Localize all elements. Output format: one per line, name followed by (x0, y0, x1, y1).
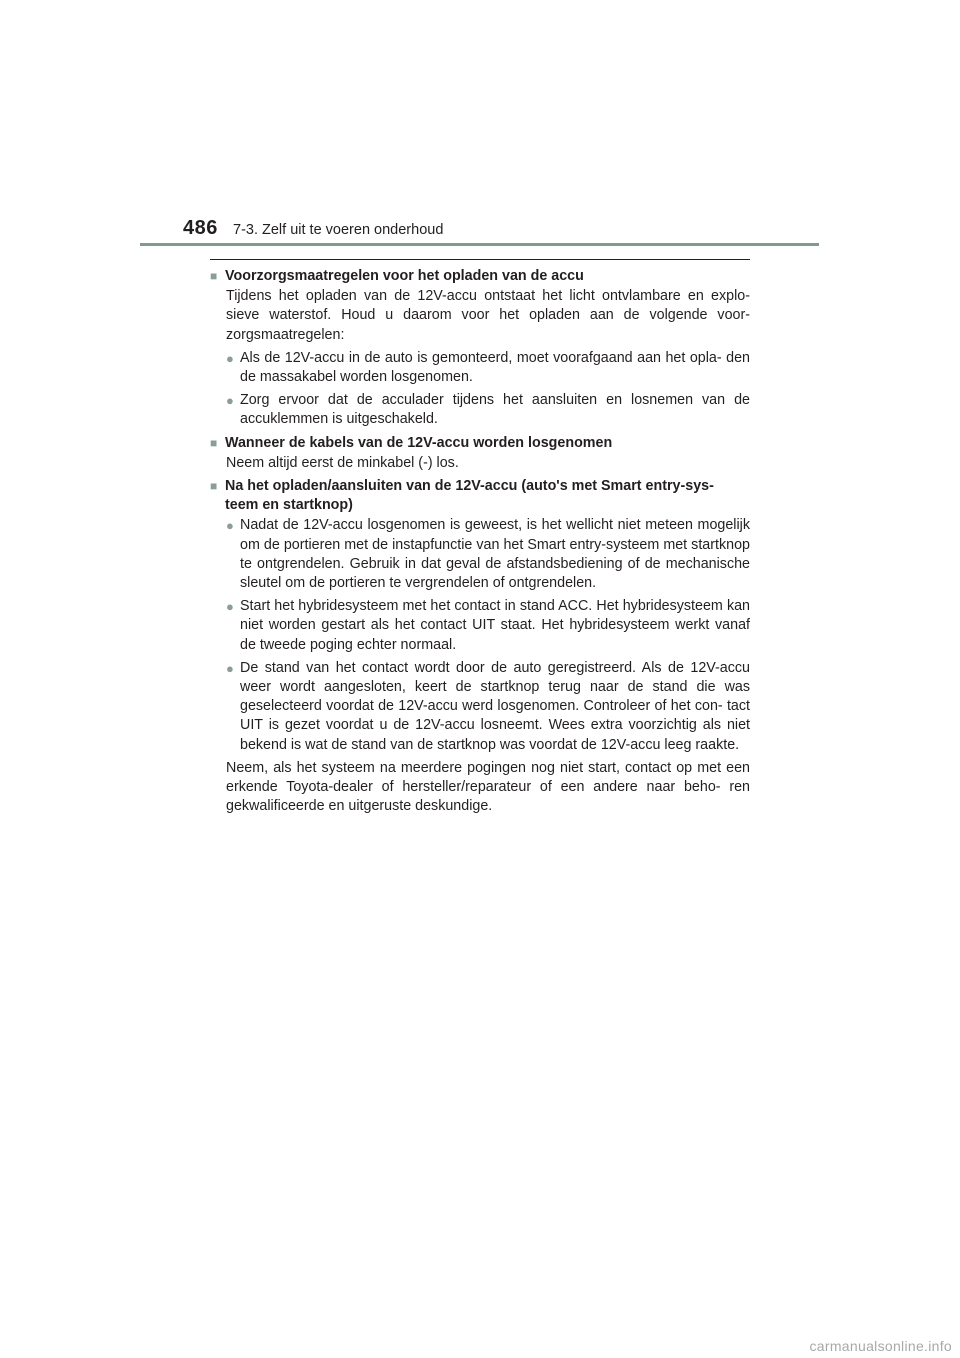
section-title: 7-3. Zelf uit te voeren onderhoud (233, 222, 444, 238)
heading-text: Na het opladen/aansluiten van de 12V-accu (auto's met Smart entry-sys- teem en startknop) (225, 478, 714, 514)
list-item (210, 349, 750, 387)
square-bullet-icon: ■ (210, 269, 218, 283)
paragraph: Neem altijd eerst de minkabel (-) los. (226, 454, 459, 471)
list-item-text: Zorg ervoor dat de acculader tijdens het aansluiten en losnemen van de accuklemmen is uitgeschakeld. (240, 392, 750, 428)
list-item (210, 597, 750, 655)
list-item-text: Als de 12V-accu in de auto is gemonteerd, moet voorafgaand aan het opla- den de massakabel worden losgenomen. (240, 349, 750, 386)
closing-paragraph: Neem, als het systeem na meerdere pogingen nog niet start, contact op met een erkende Toyota-dealer of hersteller/reparateur of een andere naar beho- ren gekwalificeerde en uitgeruste deskundige. (226, 759, 750, 815)
heading-text: Voorzorgsmaatregelen voor het opladen van de accu (225, 268, 584, 284)
page-number: 486 (183, 217, 218, 239)
dot-bullet-icon: ● (226, 660, 234, 676)
dot-bullet-icon: ● (226, 518, 234, 534)
list-item (210, 516, 750, 593)
list-item-text: De stand van het contact wordt door de auto geregistreerd. Als de 12V-accu weer wordt aangesloten, keert de startknop terug naar de stand die was geselecteerd voordat de 12V-accu werd losgenomen. Controleer of het con- tact UIT is gezet voordat u de 12V-accu losneemt. Wees extra voorzichtig als niet bekend is wat de stand van de startknop was voordat de 12V-accu leeg raakte. (240, 659, 750, 753)
section-heading (210, 477, 750, 515)
square-bullet-icon: ■ (210, 479, 218, 494)
section-heading (210, 267, 750, 286)
square-bullet-icon: ■ (210, 435, 218, 450)
header-rule (140, 243, 819, 246)
watermark: carmanualsonline.info (809, 1338, 952, 1354)
dot-bullet-icon: ● (226, 393, 234, 409)
paragraph: Tijdens het opladen van de 12V-accu ontstaat het licht ontvlambare en explo- sieve waterstof. Houd u daarom voor het opladen aan de volgende voor- zorgsmaatregelen: (226, 288, 750, 343)
content-area (210, 259, 750, 816)
heading-text: Wanneer de kabels van de 12V-accu worden losgenomen (225, 434, 613, 451)
list-item (210, 659, 750, 755)
list-item (210, 391, 750, 429)
list-item-text: Nadat de 12V-accu losgenomen is geweest, is het wellicht niet meteen mogelijk om de portieren met de instapfunctie van het Smart entry-systeem met startknop te ontgrendelen. Gebruik in dat geval de afstandsbediening of de mechanische sleutel om de portieren te vergrendelen of ontgrendelen. (240, 517, 750, 592)
dot-bullet-icon: ● (226, 350, 234, 366)
section-heading (210, 434, 750, 453)
list-item-text: Start het hybridesysteem met het contact in stand ACC. Het hybridesysteem kan niet worden gestart als het contact UIT staat. Het hybridesysteem werkt vanaf de tweede poging echter normaal. (240, 598, 750, 653)
dot-bullet-icon: ● (226, 599, 234, 615)
